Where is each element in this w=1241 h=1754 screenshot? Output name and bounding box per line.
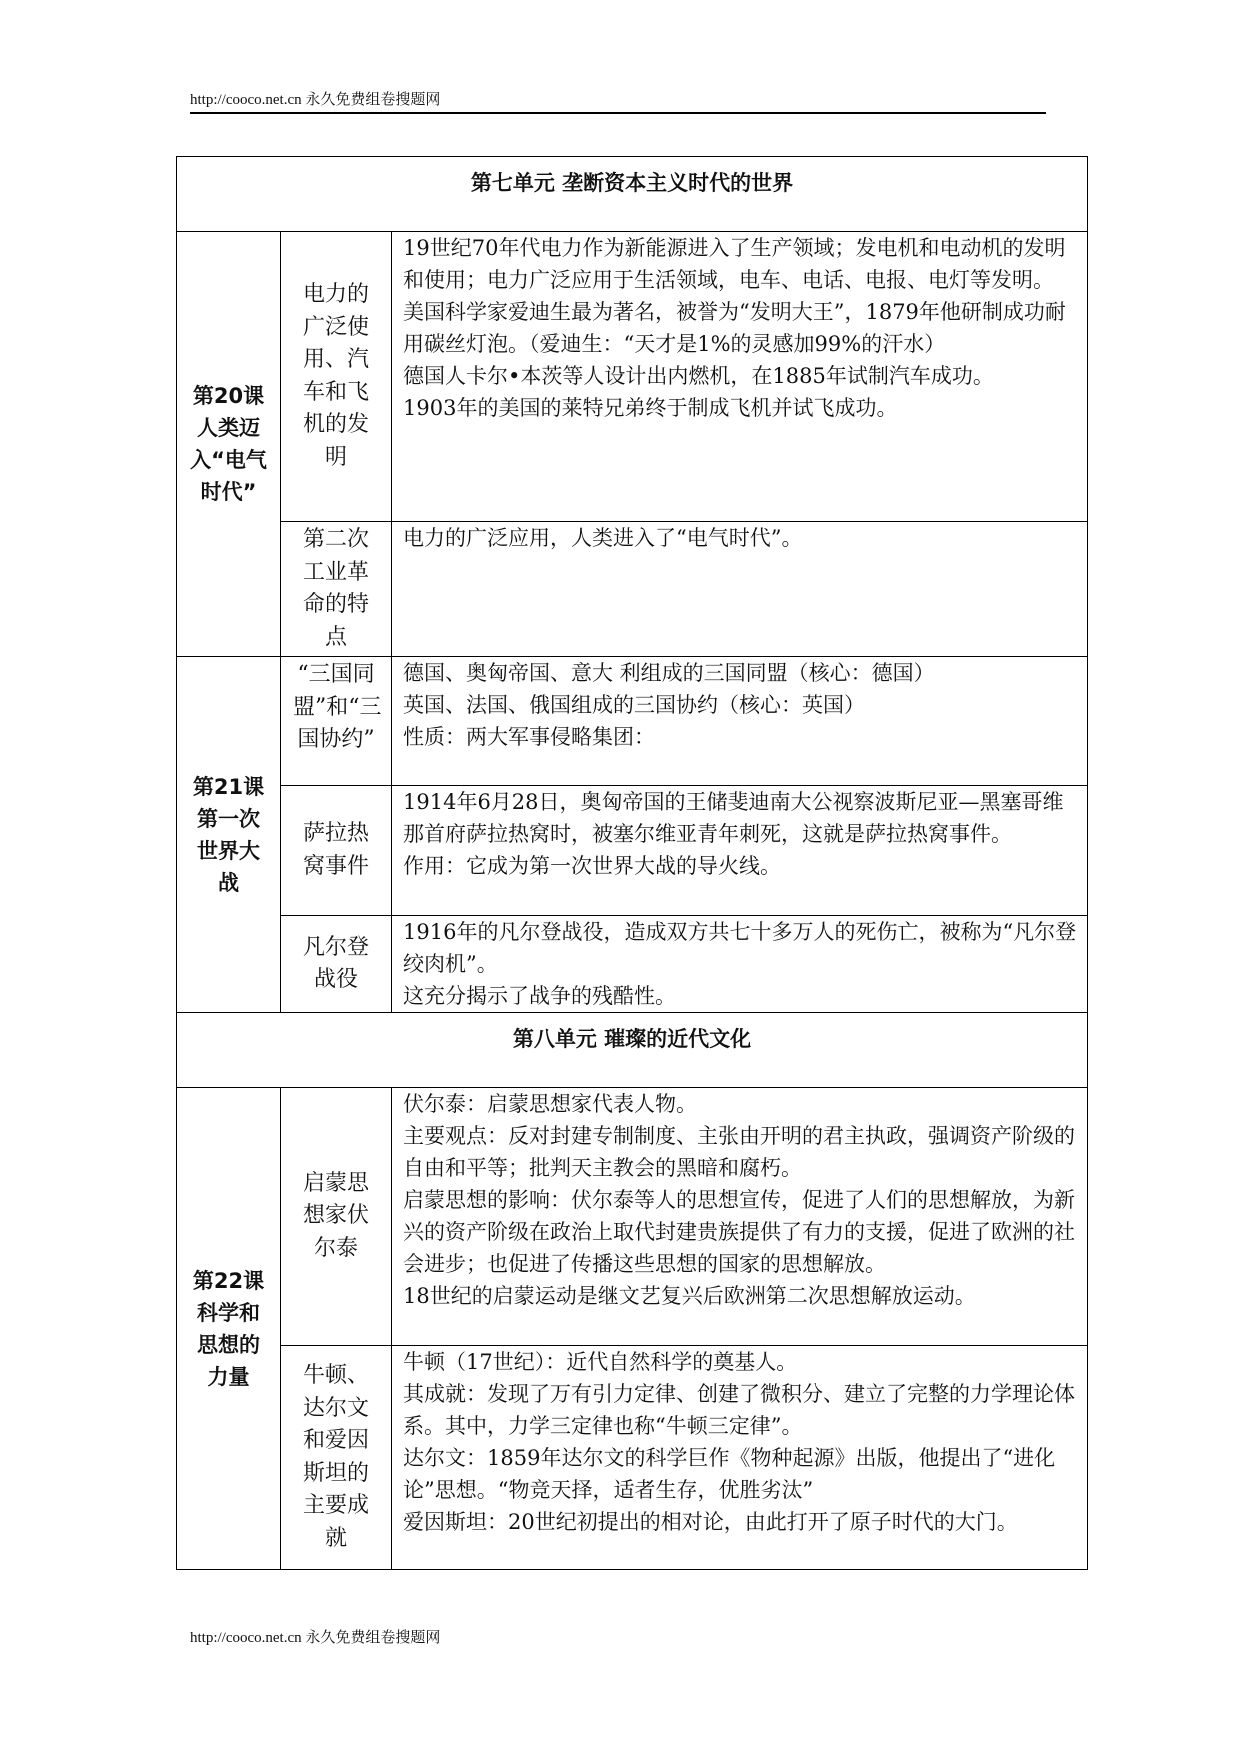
page-header-text: http://cooco.net.cn 永久免费组卷搜题网 bbox=[190, 92, 441, 108]
history-summary-table bbox=[176, 156, 1088, 1570]
topic-content bbox=[392, 786, 1088, 916]
topic-label: 启蒙思想家伏尔泰 bbox=[281, 1088, 392, 1346]
content-paragraph: 1914年6月28日，奥匈帝国的王储斐迪南大公视察波斯尼亚—黑塞哥维那首府萨拉热窝时，被塞尔维亚青年刺死，这就是萨拉热窝事件。 bbox=[403, 790, 1064, 846]
lesson-title: 第21课第一次世界大战 bbox=[177, 657, 281, 1013]
content-paragraph: 电力的广泛应用，人类进入了“电气时代”。 bbox=[403, 526, 803, 550]
content-paragraph: 启蒙思想的影响：伏尔泰等人的思想宣传，促进了人们的思想解放，为新兴的资产阶级在政治上取代封建贵族提供了有力的支援，促进了欧洲的社会进步；也促进了传播这些思想的国家的思想解放。 bbox=[403, 1188, 1075, 1276]
content-paragraph: 德国人卡尔•本茨等人设计出内燃机，在1885年试制汽车成功。 bbox=[403, 364, 994, 388]
content-paragraph: 美国科学家爱迪生最为著名，被誉为“发明大王”，1879年他研制成功耐用碳丝灯泡。（爱迪生：“天才是1%的灵感加99%的汗水） bbox=[403, 300, 1066, 356]
unit-title: 第七单元 垄断资本主义时代的世界 bbox=[177, 157, 1088, 232]
content-paragraph: 德国、奥匈帝国、意大 利组成的三国同盟（核心：德国） bbox=[403, 661, 935, 685]
topic-content bbox=[392, 657, 1088, 786]
content-paragraph: 19世纪70年代电力作为新能源进入了生产领域；发电机和电动机的发明和使用；电力广泛应用于生活领域，电车、电话、电报、电灯等发明。 bbox=[403, 236, 1066, 292]
header-rule bbox=[190, 112, 1046, 114]
content-paragraph: 1916年的凡尔登战役，造成双方共七十多万人的死伤亡，被称为“凡尔登绞肉机”。 bbox=[403, 920, 1077, 976]
content-paragraph: 1903年的美国的莱特兄弟终于制成飞机并试飞成功。 bbox=[403, 396, 898, 420]
content-paragraph: 18世纪的启蒙运动是继文艺复兴后欧洲第二次思想解放运动。 bbox=[403, 1284, 976, 1308]
topic-label: 第二次工业革命的特点 bbox=[281, 522, 392, 657]
lesson-title: 第20课人类迈入“电气时代” bbox=[177, 232, 281, 657]
content-paragraph: 作用：它成为第一次世界大战的导火线。 bbox=[403, 854, 781, 878]
topic-label: 电力的广泛使用、汽车和飞机的发明 bbox=[281, 232, 392, 522]
content-paragraph: 这充分揭示了战争的残酷性。 bbox=[403, 984, 676, 1008]
content-paragraph: 英国、法国、俄国组成的三国协约（核心：英国） bbox=[403, 693, 865, 717]
content-paragraph: 牛顿（17世纪）：近代自然科学的奠基人。 bbox=[403, 1350, 798, 1374]
topic-content bbox=[392, 232, 1088, 522]
unit-title: 第八单元 璀璨的近代文化 bbox=[177, 1013, 1088, 1088]
content-paragraph: 其成就：发现了万有引力定律、创建了微积分、建立了完整的力学理论体系。其中，力学三定律也称“牛顿三定律”。 bbox=[403, 1382, 1075, 1438]
topic-label: “三国同盟”和“三国协约” bbox=[281, 657, 392, 786]
content-paragraph: 主要观点：反对封建专制制度、主张由开明的君主执政，强调资产阶级的自由和平等；批判天主教会的黑暗和腐朽。 bbox=[403, 1124, 1075, 1180]
page-footer-text: http://cooco.net.cn 永久免费组卷搜题网 bbox=[190, 1630, 441, 1646]
topic-label: 牛顿、达尔文和爱因斯坦的主要成就 bbox=[281, 1346, 392, 1570]
topic-content bbox=[392, 1088, 1088, 1346]
topic-content bbox=[392, 1346, 1088, 1570]
topic-content bbox=[392, 522, 1088, 657]
content-paragraph: 伏尔泰：启蒙思想家代表人物。 bbox=[403, 1092, 697, 1116]
topic-content bbox=[392, 916, 1088, 1013]
topic-label: 凡尔登战役 bbox=[281, 916, 392, 1013]
lesson-title: 第22课科学和思想的力量 bbox=[177, 1088, 281, 1570]
content-paragraph: 爱因斯坦：20世纪初提出的相对论，由此打开了原子时代的大门。 bbox=[403, 1510, 1018, 1534]
content-paragraph: 达尔文：1859年达尔文的科学巨作《物种起源》出版，他提出了“进化论”思想。“物竞天择，适者生存，优胜劣汰” bbox=[403, 1446, 1056, 1502]
topic-label: 萨拉热窝事件 bbox=[281, 786, 392, 916]
content-paragraph: 性质：两大军事侵略集团： bbox=[403, 725, 655, 749]
